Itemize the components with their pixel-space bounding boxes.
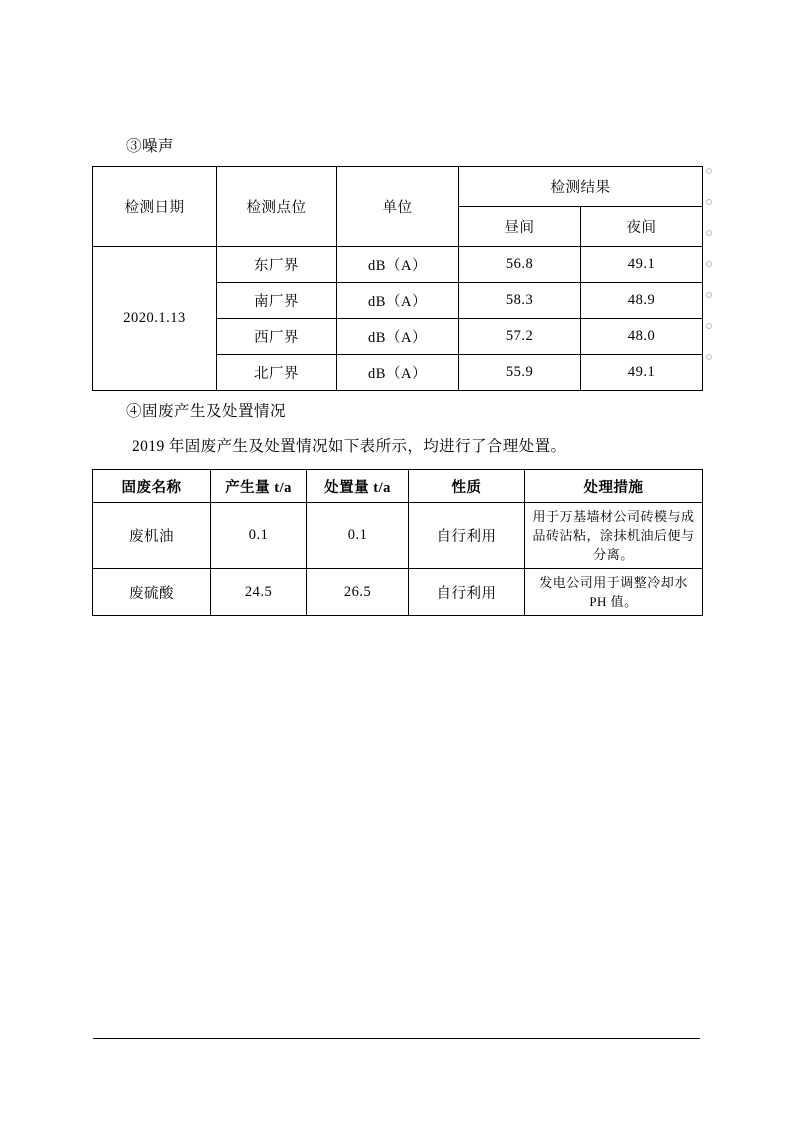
header-result: 检测结果 <box>459 167 703 207</box>
cell-disposed: 0.1 <box>307 503 409 569</box>
header-waste-name: 固废名称 <box>93 470 211 503</box>
cell-unit: dB（A） <box>337 283 459 319</box>
edge-mark <box>706 354 712 360</box>
table-row <box>93 569 703 616</box>
cell-point: 南厂界 <box>217 283 337 319</box>
footer-divider <box>93 1038 700 1039</box>
table-row <box>93 503 703 569</box>
cell-day: 58.3 <box>459 283 581 319</box>
page-edge-marks <box>706 168 720 385</box>
cell-day: 56.8 <box>459 247 581 283</box>
header-night: 夜间 <box>581 207 703 247</box>
table-row <box>93 247 703 283</box>
header-measure: 处理措施 <box>525 470 703 503</box>
header-date: 检测日期 <box>93 167 217 247</box>
edge-mark <box>706 292 712 298</box>
solid-waste-table <box>92 469 703 616</box>
edge-mark <box>706 323 712 329</box>
edge-mark <box>706 261 712 267</box>
cell-unit: dB（A） <box>337 319 459 355</box>
cell-measure: 发电公司用于调整冷却水 PH 值。 <box>525 569 703 616</box>
cell-unit: dB（A） <box>337 355 459 391</box>
cell-generated: 24.5 <box>211 569 307 616</box>
table-header-row <box>93 470 703 503</box>
cell-point: 东厂界 <box>217 247 337 283</box>
document-content <box>92 136 702 616</box>
cell-property: 自行利用 <box>409 503 525 569</box>
cell-day: 55.9 <box>459 355 581 391</box>
header-day: 昼间 <box>459 207 581 247</box>
cell-unit: dB（A） <box>337 247 459 283</box>
cell-night: 49.1 <box>581 247 703 283</box>
cell-generated: 0.1 <box>211 503 307 569</box>
header-generated: 产生量 t/a <box>211 470 307 503</box>
header-disposed: 处置量 t/a <box>307 470 409 503</box>
cell-point: 西厂界 <box>217 319 337 355</box>
noise-monitoring-table <box>92 166 703 391</box>
cell-property: 自行利用 <box>409 569 525 616</box>
table-header-row <box>93 167 703 207</box>
cell-night: 48.9 <box>581 283 703 319</box>
edge-mark <box>706 230 712 236</box>
section-heading-solid-waste: ④固废产生及处置情况 <box>126 403 287 420</box>
cell-waste-name: 废机油 <box>93 503 211 569</box>
header-point: 检测点位 <box>217 167 337 247</box>
noise-date-value: 2020.1.13 <box>93 247 217 391</box>
cell-measure: 用于万基墙材公司砖模与成品砖沾粘，涂抹机油后便与分离。 <box>525 503 703 569</box>
cell-disposed: 26.5 <box>307 569 409 616</box>
cell-waste-name: 废硫酸 <box>93 569 211 616</box>
cell-point: 北厂界 <box>217 355 337 391</box>
cell-night: 48.0 <box>581 319 703 355</box>
header-property: 性质 <box>409 470 525 503</box>
edge-mark <box>706 168 712 174</box>
header-unit: 单位 <box>337 167 459 247</box>
section-heading-noise: ③噪声 <box>126 138 175 155</box>
cell-night: 49.1 <box>581 355 703 391</box>
cell-day: 57.2 <box>459 319 581 355</box>
edge-mark <box>706 199 712 205</box>
solid-waste-paragraph: 2019 年固废产生及处置情况如下表所示，均进行了合理处置。 <box>132 438 567 455</box>
